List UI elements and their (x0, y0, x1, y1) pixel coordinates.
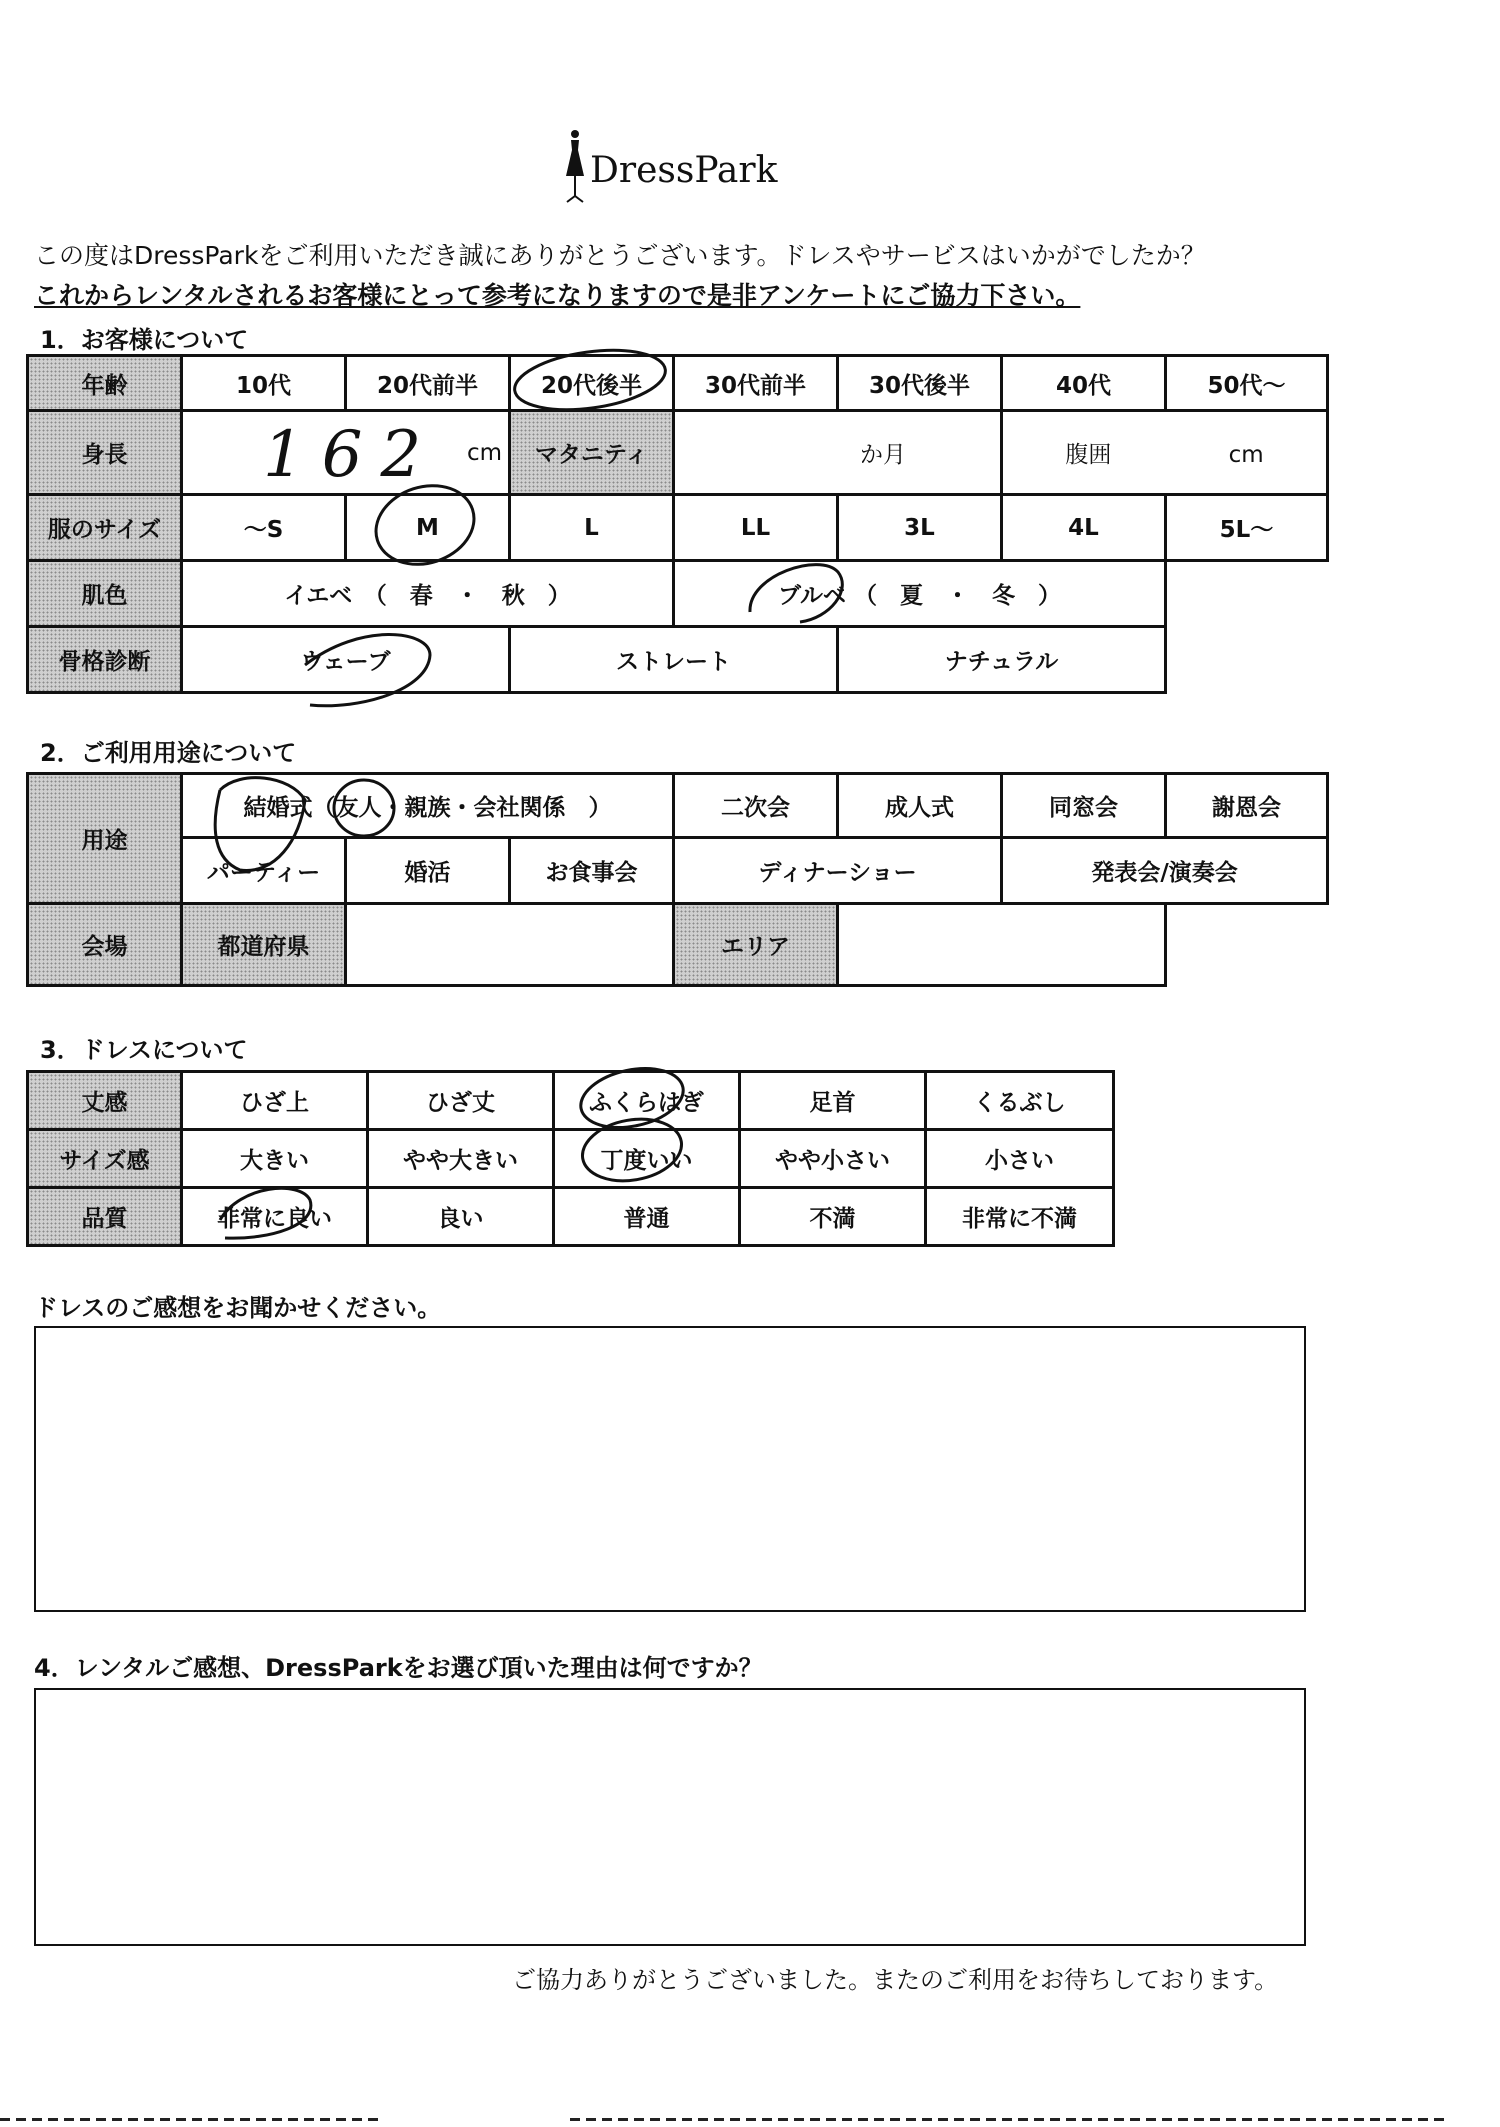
dress-table (26, 1070, 1115, 1247)
wedding-sub-rest: ・親族・会社関係 ） (381, 795, 612, 821)
section3-title: 3．ドレスについて (40, 1036, 248, 1064)
size-option-l[interactable]: L (510, 495, 674, 561)
size-option-4l[interactable]: 4L (1002, 495, 1166, 561)
usage-option-coming-of-age[interactable]: 成人式 (838, 774, 1002, 838)
usage-option-reunion[interactable]: 同窓会 (1002, 774, 1166, 838)
skin-option-yellow[interactable]: イエベ （ 春 ・ 秋 ） (182, 561, 674, 627)
section4-title: 4．レンタルご感想、DressParkをお選び頂いた理由は何ですか？ (34, 1654, 763, 1682)
length-option-knee[interactable]: ひざ丈 (368, 1072, 554, 1130)
height-unit: cm (466, 439, 502, 466)
bone-option-natural[interactable]: ナチュラル (838, 627, 1166, 693)
brand-name: DressPark (590, 150, 778, 191)
maternity-label: マタニティ (510, 411, 674, 495)
rental-feedback-textarea[interactable] (34, 1688, 1306, 1946)
usage-option-wedding[interactable] (182, 774, 674, 838)
quality-option-very-good[interactable]: 非常に良い (182, 1188, 368, 1246)
fit-option-small[interactable]: 小さい (926, 1130, 1114, 1188)
size-option-5l[interactable]: 5L～ (1166, 495, 1328, 561)
quality-label: 品質 (28, 1188, 182, 1246)
usage-option-konkatsu[interactable]: 婚活 (346, 838, 510, 904)
usage-option-dinner-show[interactable]: ディナーショー (674, 838, 1002, 904)
age-option-late-30s[interactable]: 30代後半 (838, 356, 1002, 411)
usage-option-dinner[interactable]: お食事会 (510, 838, 674, 904)
intro-request: これからレンタルされるお客様にとって参考になりますので是非アンケートにご協力下さい。 (34, 281, 1081, 310)
length-option-ankle[interactable]: 足首 (740, 1072, 926, 1130)
wedding-paren-open: （ (312, 795, 336, 821)
waist-label: 腹囲 (1065, 442, 1112, 468)
dress-mannequin-icon (560, 128, 590, 210)
waist-unit: cm (1228, 442, 1264, 468)
size-option-m[interactable]: M (346, 495, 510, 561)
usage-option-recital[interactable]: 発表会/演奏会 (1002, 838, 1328, 904)
age-label: 年齢 (28, 356, 182, 411)
length-label: 丈感 (28, 1072, 182, 1130)
usage-label: 用途 (28, 774, 182, 904)
dress-feedback-label: ドレスのご感想をお聞かせください。 (34, 1294, 442, 1322)
waist-field[interactable] (1002, 411, 1328, 495)
bone-label: 骨格診断 (28, 627, 182, 693)
quality-option-very-unsatisfied[interactable]: 非常に不満 (926, 1188, 1114, 1246)
size-option-3l[interactable]: 3L (838, 495, 1002, 561)
prefecture-label: 都道府県 (182, 904, 346, 986)
age-option-50s[interactable]: 50代～ (1166, 356, 1328, 411)
height-field[interactable] (182, 411, 510, 495)
bone-option-straight[interactable]: ストレート (510, 627, 838, 693)
fit-option-just-right[interactable]: 丁度いい (554, 1130, 740, 1188)
scan-artifact (570, 2118, 1450, 2121)
brand-logo (560, 128, 800, 210)
bone-option-wave[interactable]: ウェーブ (182, 627, 510, 693)
length-option-above-knee[interactable]: ひざ上 (182, 1072, 368, 1130)
maternity-months-field[interactable] (674, 411, 1002, 495)
usage-option-party[interactable]: パーティー (182, 838, 346, 904)
prefecture-field[interactable] (346, 904, 674, 986)
height-value: 162 (263, 418, 440, 492)
customer-info-table (26, 354, 1329, 694)
section2-title: 2．ご利用用途について (40, 739, 297, 767)
friend-label: 友人 (335, 795, 382, 821)
fit-option-large[interactable]: 大きい (182, 1130, 368, 1188)
scan-artifact (0, 2118, 380, 2121)
length-option-calf[interactable]: ふくらはぎ (554, 1072, 740, 1130)
quality-option-normal[interactable]: 普通 (554, 1188, 740, 1246)
age-option-early-20s[interactable]: 20代前半 (346, 356, 510, 411)
size-option-s[interactable]: ～S (182, 495, 346, 561)
age-option-early-30s[interactable]: 30代前半 (674, 356, 838, 411)
height-label: 身長 (28, 411, 182, 495)
age-option-late-20s[interactable]: 20代後半 (510, 356, 674, 411)
wedding-label: 結婚式 (243, 795, 313, 821)
usage-table (26, 772, 1329, 987)
area-label: エリア (674, 904, 838, 986)
section1-title: 1．お客様について (40, 326, 249, 354)
empty-cell (1166, 561, 1328, 627)
skin-blue-seasons: （ 夏 ・ 冬 ） (854, 583, 1062, 609)
length-option-anklebone[interactable]: くるぶし (926, 1072, 1114, 1130)
closing-message: ご協力ありがとうございました。またのご利用をお待ちしております。 (512, 1966, 1279, 1994)
age-option-40s[interactable]: 40代 (1002, 356, 1166, 411)
size-label: 服のサイズ (28, 495, 182, 561)
fit-option-slightly-small[interactable]: やや小さい (740, 1130, 926, 1188)
quality-option-unsatisfied[interactable]: 不満 (740, 1188, 926, 1246)
size-option-ll[interactable]: LL (674, 495, 838, 561)
area-field[interactable] (838, 904, 1166, 986)
fit-option-slightly-large[interactable]: やや大きい (368, 1130, 554, 1188)
skin-blue-label: ブルベ (777, 583, 847, 609)
intro-text: この度はDressParkをご利用いただき誠にありがとうございます。ドレスやサービスはいかがでしたか？ (34, 241, 1206, 270)
dress-feedback-textarea[interactable] (34, 1326, 1306, 1612)
quality-option-good[interactable]: 良い (368, 1188, 554, 1246)
skin-label: 肌色 (28, 561, 182, 627)
fit-label: サイズ感 (28, 1130, 182, 1188)
skin-option-blue[interactable] (674, 561, 1166, 627)
age-option-10s[interactable]: 10代 (182, 356, 346, 411)
empty-cell (1166, 904, 1328, 986)
usage-option-afterparty[interactable]: 二次会 (674, 774, 838, 838)
empty-cell (1166, 627, 1328, 693)
months-unit: か月 (860, 442, 906, 468)
usage-option-thanks-party[interactable]: 謝恩会 (1166, 774, 1328, 838)
venue-label: 会場 (28, 904, 182, 986)
